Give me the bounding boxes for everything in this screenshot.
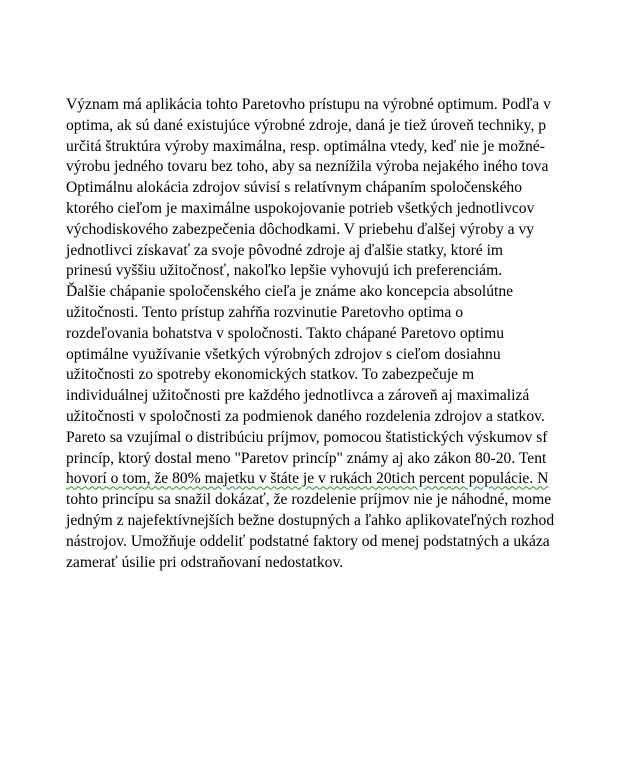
text-line: optima, ak sú dané existujúce výrobné zdroje, daná je tiež úroveň techniky, p — [66, 116, 547, 134]
text-line: určitá štruktúra výroby maximálna, resp. optimálna vtedy, keď nie je možné- — [66, 137, 545, 155]
text-line: výrobu jedného tovaru bez toho, aby sa neznížila výroba nejakého iného tova — [66, 158, 549, 176]
text-line: užitočnosti. Tento prístup zahŕňa rozvinutie Paretovho optima o — [66, 303, 464, 321]
text-line: Ďalšie chápanie spoločenského cieľa je známe ako koncepcia absolútne — [66, 283, 514, 301]
text-line: ktorého cieľom je maximálne uspokojovanie potrieb všetkých jednotlivcov — [66, 199, 535, 217]
text-line: nástrojov. Umožňuje oddeliť podstatné faktory od menej podstatných a ukáza — [66, 532, 550, 550]
text-line: užitočnosti v spoločnosti za podmienok daného rozdelenia zdrojov a statkov. — [66, 407, 545, 425]
text-line: rozdeľovania bohatstva v spoločnosti. Takto chápané Paretovo optimu — [66, 324, 505, 342]
text-line: jedným z najefektívnejších bežne dostupných a ľahko aplikovateľných rozhod — [66, 511, 555, 529]
text-line: optimálne využívanie všetkých výrobných zdrojov s cieľom dosiahnu — [66, 345, 501, 363]
text-line: hovorí o tom, že 80% majetku v štáte je v rukách 20tich percent populácie. N — [66, 470, 549, 488]
text-line: Optimálnu alokácia zdrojov súvisí s relatívnym chápaním spoločenského — [66, 179, 523, 197]
text-line: užitočnosti zo spotreby ekonomických statkov. To zabezpečuje m — [66, 366, 475, 384]
text-line: Pareto sa vzujímal o distribúciu príjmov, pomocou štatistických výskumov sf — [66, 428, 548, 446]
text-line: prinesú vyššiu užitočnosť, nakoľko lepšie vyhovujú ich preferenciám. — [66, 262, 503, 280]
text-line: východiskového zabezpečenia dôchodkami. V priebehu ďalšej výroby a vy — [66, 220, 535, 238]
text-line: tohto princípu sa snažil dokázať, že rozdelenie príjmov nie je náhodné, mome — [66, 491, 552, 509]
text-line: zamerať úsilie pri odstraňovaní nedostatkov. — [66, 553, 344, 571]
body-text[interactable] — [66, 95, 622, 573]
text-line: Význam má aplikácia tohto Paretovho prístupu na výrobné optimum. Podľa v — [66, 96, 551, 113]
text-line: jednotlivci získavať za svoje pôvodné zdroje aj ďalšie statky, ktoré im — [66, 241, 504, 259]
text-line: princíp, ktorý dostal meno "Paretov princíp" známy aj ako zákon 80-20. Tent — [66, 449, 547, 467]
text-line: individuálnej užitočnosti pre každého jednotlivca a zároveň aj maximalizá — [66, 387, 530, 405]
